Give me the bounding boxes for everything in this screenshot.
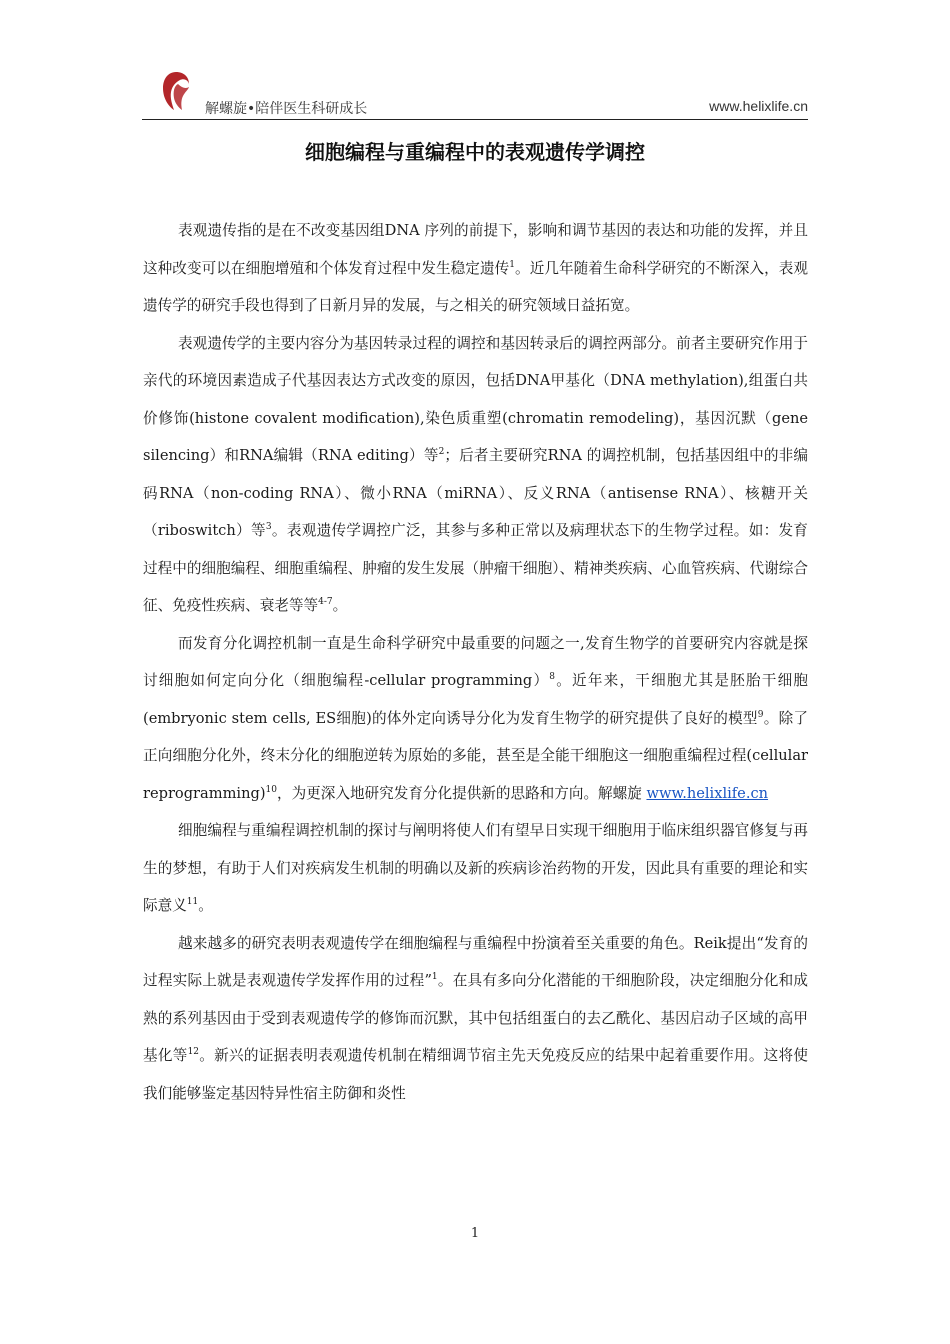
citation: 1: [509, 259, 515, 270]
citation: 1: [431, 972, 438, 982]
citation: 12: [187, 1047, 200, 1057]
site-url[interactable]: www.helixlife.cn: [709, 98, 808, 114]
citation: 9: [757, 709, 764, 720]
paragraph-1: 表观遗传指的是在不改变基因组DNA 序列的前提下，影响和调节基因的表达和功能的发挥，并且这种改变可以在细胞增殖和个体发育过程中发生稳定遗传$^1$。近几年随着生命科学研究的不断深入，表观遗传学的研究手段也得到了日新月异的发展，与之相关的研究领域日益拓宽。: [143, 222, 808, 314]
paragraph-5: 越来越多的研究表明表观遗传学在细胞编程与重编程中扮演着至关重要的角色。Reik提出“发育的过程实际上就是表观遗传学发挥作用的过程”$^1$。在具有多向分化潜能的干细胞阶段，决定细胞分化和成熟的系列基因由于受到表观遗传学的修饰而沉默，其中包括组蛋白的去乙酰化、基因启动子区域的高甲基化等$^{12}$。新兴的证据表明表观遗传机制在精细调节宿主先天免疫反应的结果中起着重要作用。这将使我们能够鉴定基因特异性宿主防御和炎性: [143, 934, 808, 1102]
citation: 11: [186, 897, 199, 907]
helixlife-link[interactable]: www.helixlife.cn: [646, 784, 769, 802]
document-title: 细胞编程与重编程中的表观遗传学调控: [305, 140, 645, 164]
paragraph-3: 而发育分化调控机制一直是生命科学研究中最重要的问题之一,发育生物学的首要研究内容就是探讨细胞如何定向分化（细胞编程-cellular programming）$^8$。近年来，干细胞尤其是胚胎干细胞(embryonic stem cells, ES细胞)的体外定向诱导分化为发育生物学的研究提供了良好的模型$^9$。除了正向细胞分化外，终末分化的细胞逆转为原始的多能，甚至是全能干细胞这一细胞重编程过程(cellular reprogramming)$^{10}$，为更深入地研究发育分化提供新的思路和方向。解螺旋 www.helixlife.cn: [143, 634, 808, 802]
page-number: 1: [470, 1226, 480, 1241]
header-divider: [142, 119, 808, 120]
brand-slogan: 解螺旋•陪伴医生科研成长: [205, 101, 368, 117]
paragraph-4: 细胞编程与重编程调控机制的探讨与阐明将使人们有望早日实现干细胞用于临床组织器官修复与再生的梦想，有助于人们对疾病发生机制的明确以及新的疾病诊治药物的开发，因此具有重要的理论和实际意义$^{11}$。: [143, 822, 808, 914]
citation: 8: [549, 672, 556, 682]
citation: 2: [438, 447, 445, 457]
citation: 10: [265, 784, 277, 795]
citation: 4-7: [318, 597, 333, 607]
paragraph-2: 表观遗传学的主要内容分为基因转录过程的调控和基因转录后的调控两部分。前者主要研究作用于亲代的环境因素造成子代基因表达方式改变的原因，包括DNA甲基化（DNA methylation),组蛋白共价修饰(histone covalent modification),染色质重塑(chromatin remodeling)，基因沉默（gene silencing）和RNA编辑（RNA editing）等$^2$；后者主要研究RNA 的调控机制，包括基因组中的非编码RNA（non-coding RNA）、微小RNA（miRNA）、反义RNA（antisense RNA）、核糖开关（riboswitch）等$^3$。表观遗传学调控广泛，其参与多种正常以及病理状态下的生物学过程。如：发育过程中的细胞编程、细胞重编程、肿瘤的发生发展（肿瘤干细胞）、精神类疾病、心血管疾病、代谢综合征、免疫性疾病、衰老等等$^{4-7}$。: [143, 334, 808, 614]
document-body: [143, 212, 808, 1112]
helix-logo: [160, 70, 192, 112]
citation: 3: [265, 522, 272, 532]
